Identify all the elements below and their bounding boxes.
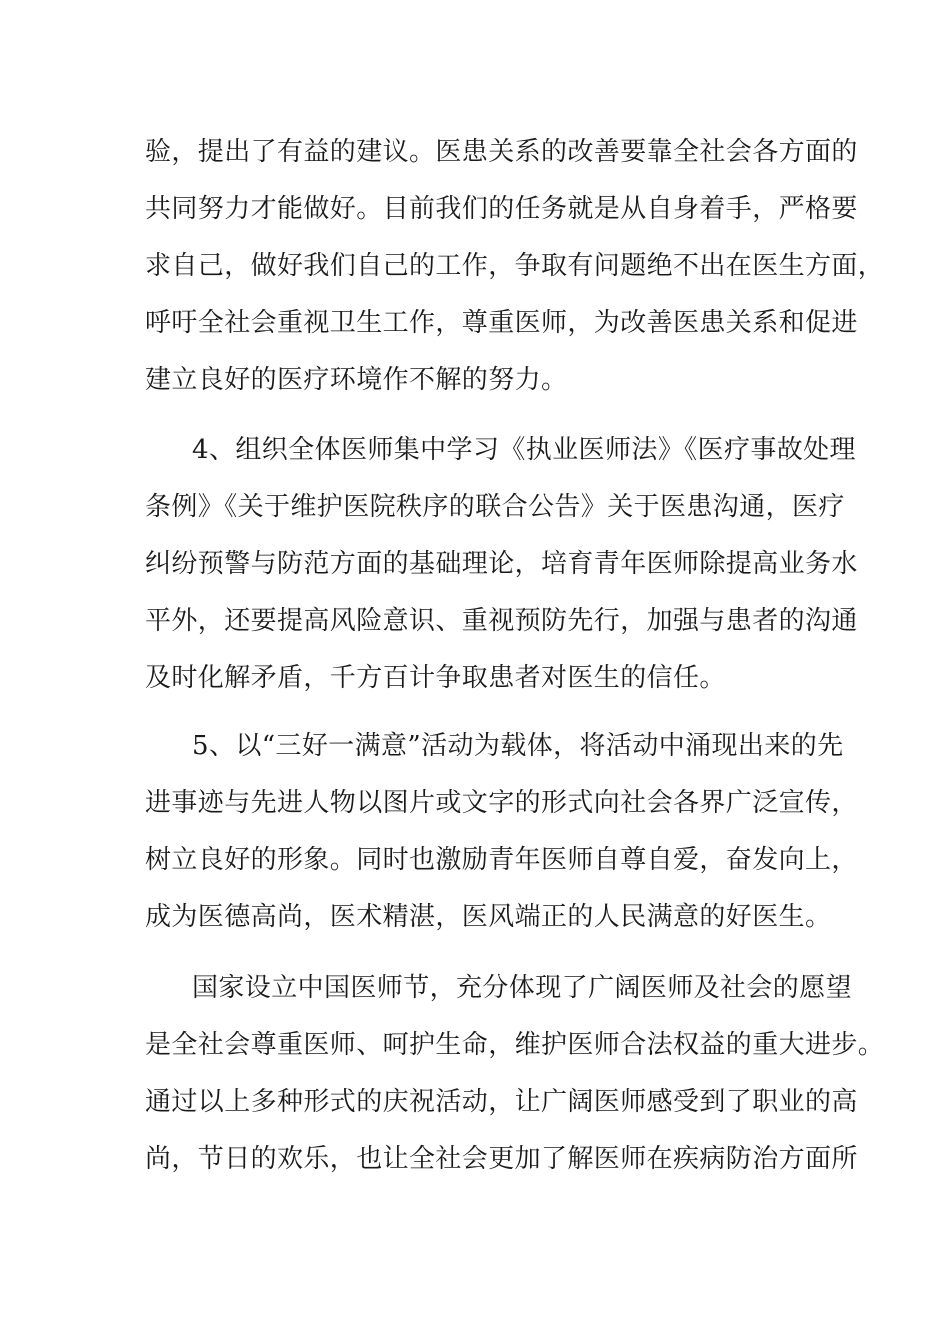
text-line: 平外，还要提高风险意识、重视预防先行，加强与患者的沟通	[145, 606, 858, 636]
text-line: 建立良好的医疗环境作不解的努力。	[145, 365, 568, 395]
text-line: 4、组织全体医师集中学习《执业医师法》《医疗事故处理	[192, 435, 856, 465]
text-line: 共同努力才能做好。目前我们的任务就是从自身着手，严格要	[145, 194, 858, 224]
text-line: 验，提出了有益的建议。医患关系的改善要靠全社会各方面的	[145, 137, 858, 167]
text-line: 条例》《关于维护医院秩序的联合公告》关于医患沟通，医疗	[145, 492, 845, 522]
text-line: 树立良好的形象。同时也激励青年医师自尊自爱，奋发向上，	[145, 845, 858, 875]
text-line: 尚，节日的欢乐，也让全社会更加了解医师在疾病防治方面所	[145, 1144, 858, 1174]
text-line: 5、以“三好一满意”活动为载体，将活动中涌现出来的先	[192, 731, 844, 761]
text-line: 求自己，做好我们自己的工作，争取有问题绝不出在医生方面，	[145, 251, 885, 281]
text-line: 进事迹与先进人物以图片或文字的形式向社会各界广泛宣传，	[145, 788, 858, 818]
text-line: 国家设立中国医师节，充分体现了广阔医师及社会的愿望	[192, 973, 853, 1003]
text-line: 呼吁全社会重视卫生工作，尊重医师，为改善医患关系和促进	[145, 308, 858, 338]
text-line: 及时化解矛盾，千方百计争取患者对医生的信任。	[145, 663, 726, 693]
text-line: 纠纷预警与防范方面的基础理论，培育青年医师除提高业务水	[145, 549, 858, 579]
text-line: 是全社会尊重医师、呵护生命，维护医师合法权益的重大进步。	[145, 1030, 885, 1060]
text-line: 通过以上多种形式的庆祝活动，让广阔医师感受到了职业的高	[145, 1087, 858, 1117]
text-line: 成为医德高尚，医术精湛，医风端正的人民满意的好医生。	[145, 902, 832, 932]
